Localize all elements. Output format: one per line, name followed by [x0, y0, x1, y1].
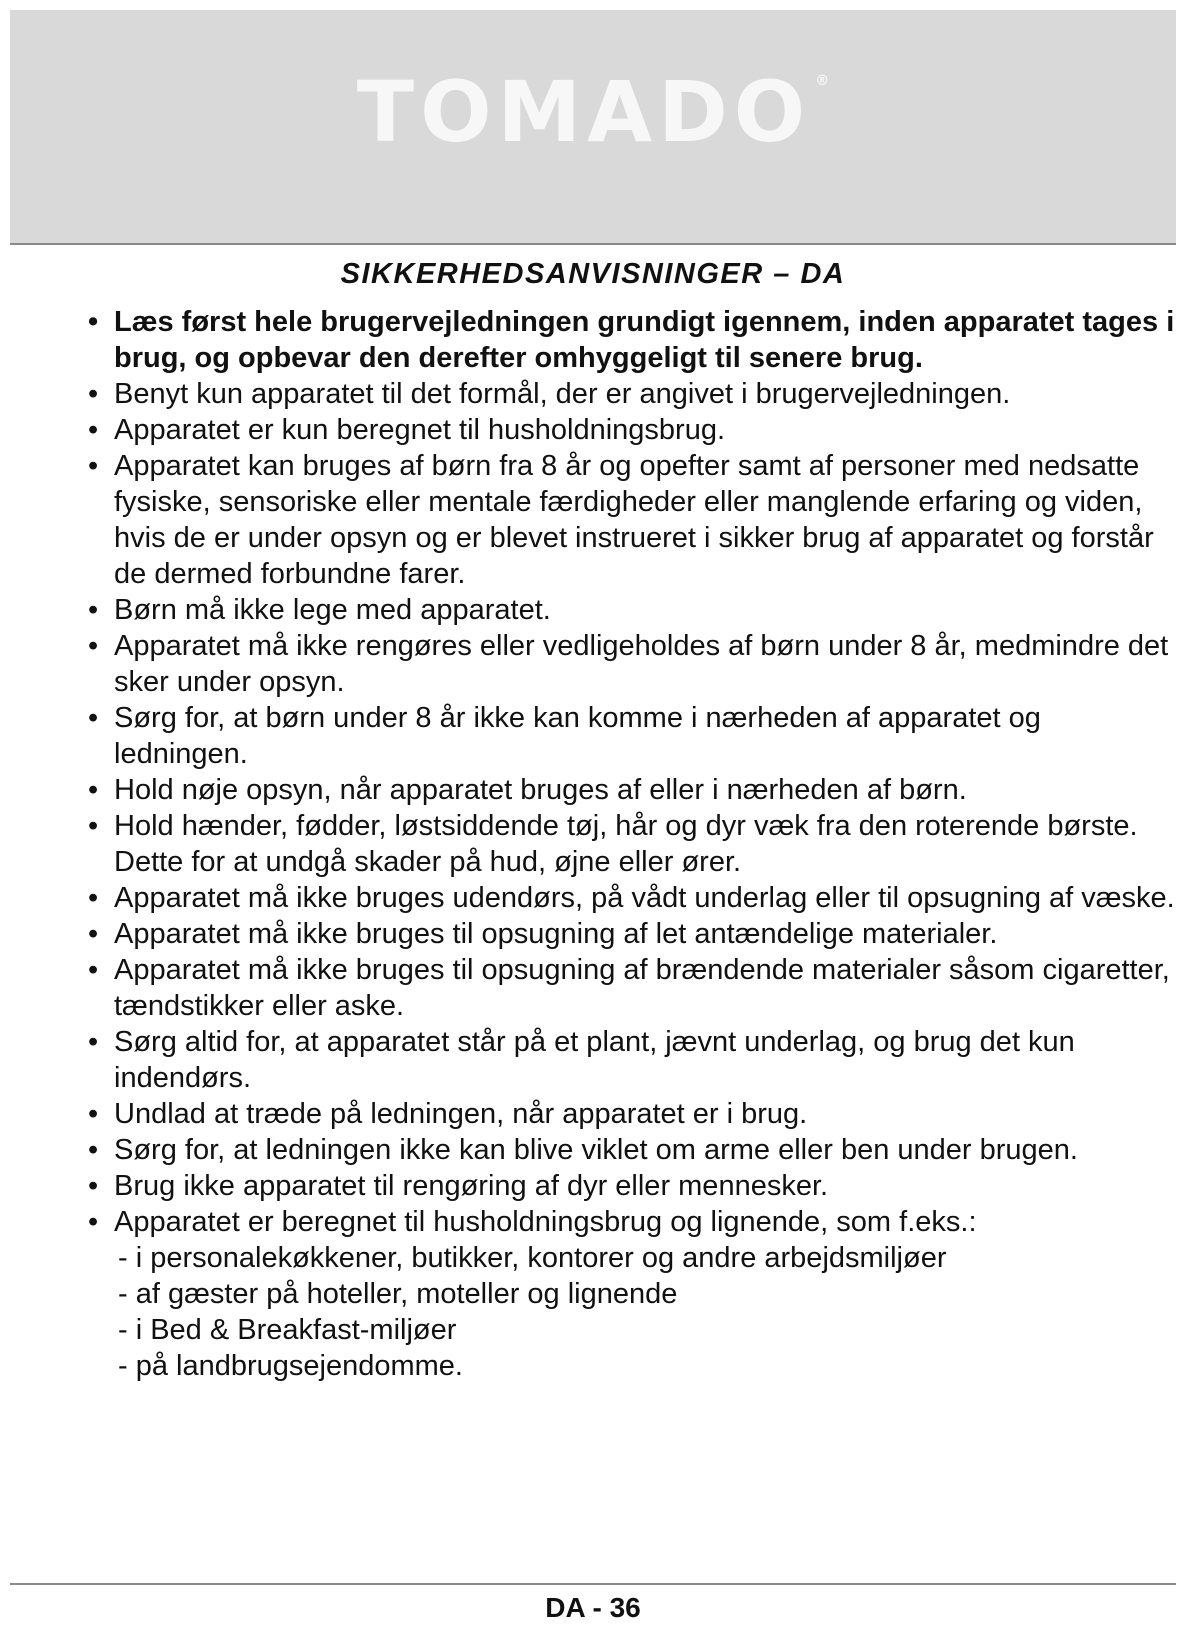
list-item-text: Sørg for, at ledningen ikke kan blive viklet om arme eller ben under brugen. [114, 1134, 1078, 1166]
bullet-icon: • [88, 306, 99, 338]
bullet-icon: • [88, 918, 99, 950]
list-item-text: Apparatet må ikke bruges udendørs, på vådt underlag eller til opsugning af væske. [114, 882, 1175, 914]
section-title: SIKKERHEDSANVISNINGER – DA [340, 258, 846, 290]
list-item-text: Læs først hele brugervejledningen grundigt igennem, inden apparatet tages i brug, og opbevar den derefter omhyggeligt til senere brug. [114, 306, 1175, 374]
list-item-text: Sørg altid for, at apparatet står på et plant, jævnt underlag, og brug det kun indendørs. [114, 1026, 1075, 1094]
list-item [88, 880, 1178, 916]
bullet-icon: • [88, 882, 99, 914]
list-item-text: Apparatet må ikke rengøres eller vedligeholdes af børn under 8 år, medmindre det sker under opsyn. [114, 630, 1169, 698]
bullet-icon: • [88, 1098, 99, 1130]
bullet-icon: • [88, 810, 99, 842]
bullet-icon: • [88, 774, 99, 806]
list-item [88, 1168, 1178, 1204]
sub-item: - på landbrugsejendomme. [118, 1350, 463, 1382]
sub-item: - af gæster på hoteller, moteller og lignende [118, 1278, 678, 1310]
tomado-logo [0, 63, 1186, 161]
list-item-text: Apparatet må ikke bruges til opsugning af brændende materialer såsom cigaretter, tændstikker eller aske. [114, 954, 1170, 1022]
safety-instructions-list [88, 304, 1178, 1384]
list-item-text: Hold nøje opsyn, når apparatet bruges af eller i nærheden af børn. [114, 774, 967, 806]
list-item [88, 1132, 1178, 1168]
list-item [88, 628, 1178, 700]
list-item [88, 448, 1178, 592]
list-item-text: Hold hænder, fødder, løstsiddende tøj, hår og dyr væk fra den roterende børste. Dette for at undgå skader på hud, øjne eller ører. [114, 810, 1138, 878]
list-item [88, 1204, 1178, 1384]
logo-text: TOMADO [356, 63, 812, 161]
list-item-text: Apparatet er beregnet til husholdningsbrug og lignende, som f.eks.: [114, 1206, 977, 1238]
registered-mark: ® [815, 73, 830, 89]
list-item-text: Sørg for, at børn under 8 år ikke kan komme i nærheden af apparatet og ledningen. [114, 702, 1041, 770]
list-item-text: Brug ikke apparatet til rengøring af dyr eller mennesker. [114, 1170, 829, 1202]
list-item [88, 916, 1178, 952]
list-item [88, 952, 1178, 1024]
bullet-icon: • [88, 1206, 99, 1238]
bullet-icon: • [88, 954, 99, 986]
list-item-text: Apparatet må ikke bruges til opsugning af let antændelige materialer. [114, 918, 998, 950]
bullet-icon: • [88, 1134, 99, 1166]
sub-item: - i personalekøkkener, butikker, kontorer og andre arbejdsmiljøer [118, 1242, 947, 1274]
list-item [88, 1024, 1178, 1096]
list-item [88, 700, 1178, 772]
list-item-text: Undlad at træde på ledningen, når apparatet er i brug. [114, 1098, 808, 1130]
list-item [88, 412, 1178, 448]
bullet-icon: • [88, 450, 99, 482]
list-item [88, 376, 1178, 412]
header-divider [10, 243, 1176, 245]
bullet-icon: • [88, 378, 99, 410]
page-number: DA - 36 [545, 1592, 641, 1623]
list-item [88, 304, 1178, 376]
list-item [88, 1096, 1178, 1132]
list-item-text: Børn må ikke lege med apparatet. [114, 594, 551, 626]
list-item [88, 592, 1178, 628]
list-item [88, 772, 1178, 808]
bullet-icon: • [88, 1170, 99, 1202]
list-item-text: Apparatet er kun beregnet til husholdningsbrug. [114, 414, 726, 446]
bullet-icon: • [88, 414, 99, 446]
bullet-icon: • [88, 702, 99, 734]
bullet-icon: • [88, 1026, 99, 1058]
list-item-text: Benyt kun apparatet til det formål, der er angivet i brugervejledningen. [114, 378, 1011, 410]
list-item-text: Apparatet kan bruges af børn fra 8 år og opefter samt af personer med nedsatte fysiske, sensoriske eller mentale færdigheder eller manglende erfaring og viden, hvis de er under opsyn og er blevet instrueret i sikker brug af apparatet og forstår de dermed forbundne farer. [114, 450, 1154, 590]
footer-divider [10, 1583, 1176, 1585]
sub-item: - i Bed & Breakfast-miljøer [118, 1314, 457, 1346]
bullet-icon: • [88, 630, 99, 662]
list-item [88, 808, 1178, 880]
bullet-icon: • [88, 594, 99, 626]
